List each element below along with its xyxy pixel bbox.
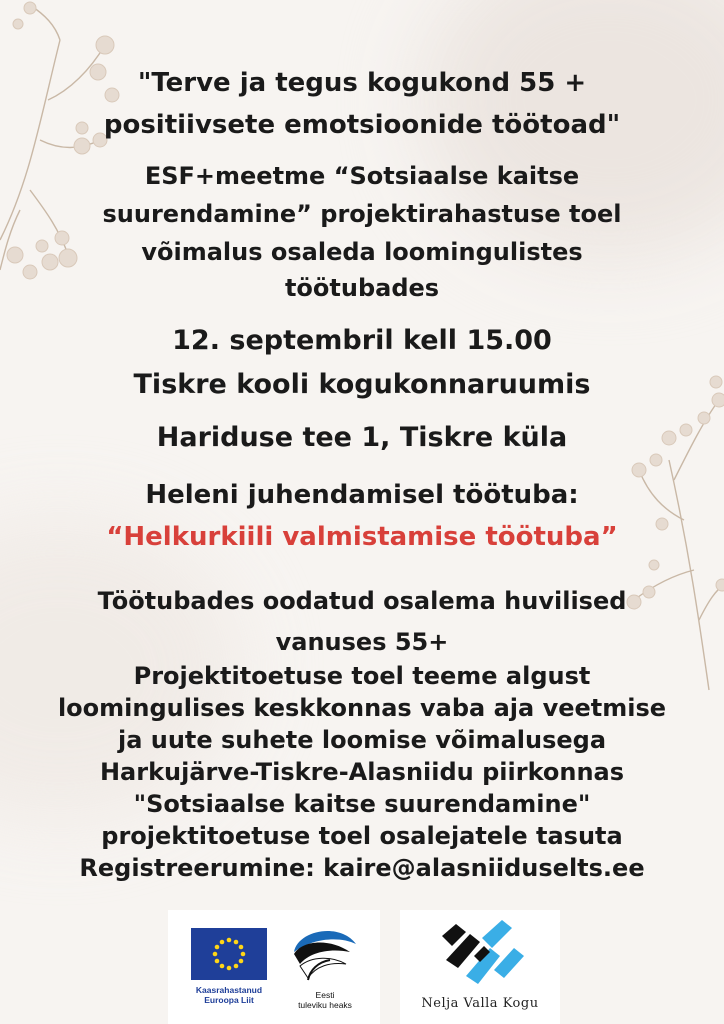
- body-line-1: Projektitoetuse toel teeme algust: [133, 662, 591, 690]
- estonia-caption-line-2: tuleviku heaks: [298, 1000, 352, 1010]
- instructor-line: Heleni juhendamisel töötuba:: [145, 480, 579, 510]
- estonia-logo-caption: [290, 990, 360, 1010]
- eu-logo-caption: [180, 985, 278, 1005]
- eu-caption-line-2: Euroopa Liit: [204, 995, 254, 1005]
- workshop-title: “Helkurkiili valmistamise töötuba”: [106, 522, 618, 552]
- title-line-1: "Terve ja tegus kogukond 55 +: [137, 68, 587, 98]
- event-date-time: 12. septembril kell 15.00: [172, 325, 552, 356]
- body-line-5: "Sotsiaalse kaitse suurendamine": [133, 790, 591, 818]
- event-venue: Tiskre kooli kogukonnaruumis: [133, 369, 591, 400]
- intro-line-2: suurendamine” projektirahastuse toel: [102, 200, 622, 228]
- title-line-2: positiivsete emotsioonide töötoad": [103, 110, 621, 140]
- nelja-valla-kogu-logo-icon: [436, 916, 526, 992]
- eu-flag-icon: [191, 928, 267, 980]
- intro-line-4: töötubades: [284, 274, 440, 302]
- audience-line-2: vanuses 55+: [275, 628, 449, 656]
- estonia-caption-line-1: Eesti: [315, 990, 335, 1000]
- audience-line-1: Töötubades oodatud osalema huvilised: [97, 587, 627, 615]
- intro-line-3: võimalus osaleda loomingulistes: [141, 238, 583, 266]
- registration-line: Registreerumine: kaire@alasniiduselts.ee: [79, 854, 645, 882]
- eu-caption-line-1: Kaasrahastanud: [195, 985, 263, 995]
- event-address: Hariduse tee 1, Tiskre küla: [156, 422, 568, 453]
- body-line-4: Harkujärve-Tiskre-Alasniidu piirkonnas: [99, 758, 625, 786]
- nvk-logo-caption: Nelja Valla Kogu: [421, 996, 539, 1011]
- body-line-3: ja uute suhete loomise võimalusega: [117, 726, 607, 754]
- intro-line-1: ESF+meetme “Sotsiaalse kaitse: [144, 162, 580, 190]
- estonia-emblem-icon: [290, 922, 360, 988]
- body-line-6: projektitoetuse toel osalejatele tasuta: [101, 822, 623, 850]
- body-line-2: loomingulises keskkonnas vaba aja veetmise: [57, 694, 667, 722]
